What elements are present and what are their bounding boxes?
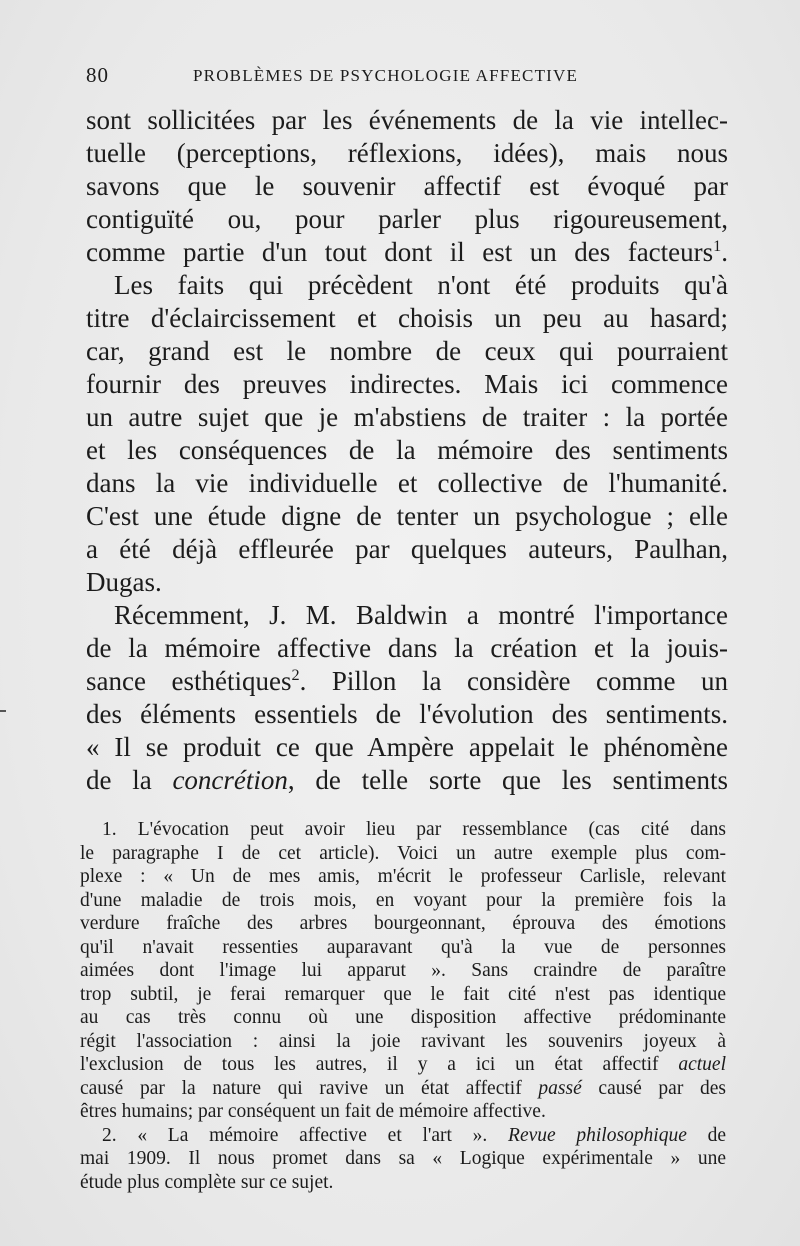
text-line: fournir des preuves indirectes. Mais ici commence: [86, 369, 728, 399]
text-line: car, grand est le nombre de ceux qui pourraient: [86, 336, 728, 366]
journal-title: Revue philosophique: [508, 1124, 687, 1146]
footnote-line: régit l'association : ainsi la joie ravivant les souvenirs joyeux à: [80, 1030, 726, 1052]
paragraph-start: Récemment, J. M. Baldwin a montré l'importance: [114, 600, 728, 630]
text-line: C'est une étude digne de tenter un psychologue ; elle: [86, 501, 728, 531]
text-line: sont sollicitées par les événements de la vie intellec-: [86, 105, 728, 135]
text-line: [86, 236, 728, 269]
text-line: de la mémoire affective dans la création et la jouis-: [86, 633, 728, 663]
text-line: tuelle (perceptions, réflexions, idées), mais nous: [86, 138, 728, 168]
text-line: savons que le souvenir affectif est évoqué par: [86, 171, 728, 201]
paragraph-start: Les faits qui précèdent n'ont été produits qu'à: [114, 270, 728, 300]
footnote-line: le paragraphe I de cet article). Voici un autre exemple plus com-: [80, 842, 726, 864]
footnote-line: mai 1909. Il nous promet dans sa « Logique expérimentale » une: [80, 1148, 726, 1169]
page-number: 80: [86, 63, 109, 87]
footnote-line: êtres humains; par conséquent un fait de mémoire affective.: [80, 1101, 546, 1122]
italic-term: passé: [538, 1077, 582, 1099]
main-text: [86, 104, 728, 797]
text-span: causé par la nature qui ravive un état affectif: [80, 1077, 539, 1099]
footnote-line: verdure fraîche des arbres bourgeonnant, éprouva des émotions: [80, 913, 726, 934]
text-span: , de telle sorte que les sentiments: [287, 765, 728, 795]
running-head: PROBLÈMES DE PSYCHOLOGIE AFFECTIVE: [193, 66, 579, 85]
text-span: de la: [86, 765, 173, 795]
text-span: sance esthétiques: [86, 666, 292, 696]
text-line: « Il se produit ce que Ampère appelait le phénomène: [86, 732, 728, 762]
text-span: comme partie d'un tout dont il est un des facteurs: [86, 237, 714, 267]
text-span: l'exclusion de tous les autres, il y a ici un état affectif: [80, 1054, 679, 1075]
footnote-1-start: 1. L'évocation peut avoir lieu par ressemblance (cas cité dans: [102, 819, 726, 840]
footnote-line: d'une maladie de trois mois, en voyant pour la première fois la: [80, 889, 726, 911]
footnote-line: qu'il n'avait ressenties auparavant qu'à la vue de personnes: [80, 936, 726, 958]
text-line: Dugas.: [86, 567, 162, 597]
footnote-ref-2: 2: [291, 666, 300, 684]
footnote-ref-1: 1: [713, 237, 722, 255]
text-span: causé par des: [581, 1077, 726, 1099]
italic-term: concrétion: [172, 765, 288, 795]
text-line: un autre sujet que je m'abstiens de traiter : la portée: [86, 402, 728, 432]
text-line: contiguïté ou, pour parler plus rigoureusement,: [86, 204, 728, 234]
footnote-line: aimées dont l'image lui apparut ». Sans craindre de paraître: [80, 960, 726, 981]
footnote-line: plexe : « Un de mes amis, m'écrit le professeur Carlisle, relevant: [80, 866, 726, 887]
footnotes: [80, 818, 726, 1194]
text-line: dans la vie individuelle et collective de l'humanité.: [86, 468, 728, 498]
text-span: . Pillon la considère comme un: [299, 666, 728, 696]
text-line: [86, 665, 728, 698]
text-line: titre d'éclaircissement et choisis un peu au hasard;: [86, 303, 728, 333]
text-span: de: [686, 1124, 726, 1146]
text-line: et les conséquences de la mémoire des sentiments: [86, 435, 728, 465]
footnote-line: [80, 1077, 726, 1101]
margin-mark: [0, 710, 6, 712]
italic-term: actuel: [678, 1054, 726, 1075]
text-span: 2. « La mémoire affective et l'art ».: [102, 1124, 509, 1146]
footnote-line: au cas très connu où une disposition affective prédominante: [80, 1007, 726, 1028]
footnote-line: étude plus complète sur ce sujet.: [80, 1171, 334, 1193]
text-line: a été déjà effleurée par quelques auteurs, Paulhan,: [86, 534, 728, 564]
footnote-line: trop subtil, je ferai remarquer que le fait cité n'est pas identique: [80, 983, 726, 1005]
text-line: [86, 764, 728, 797]
text-line: des éléments essentiels de l'évolution des sentiments.: [86, 699, 728, 729]
text-span: .: [721, 237, 728, 267]
footnote-line: [80, 1053, 726, 1077]
page-header: [86, 63, 726, 97]
footnote-2-start: [80, 1124, 726, 1148]
